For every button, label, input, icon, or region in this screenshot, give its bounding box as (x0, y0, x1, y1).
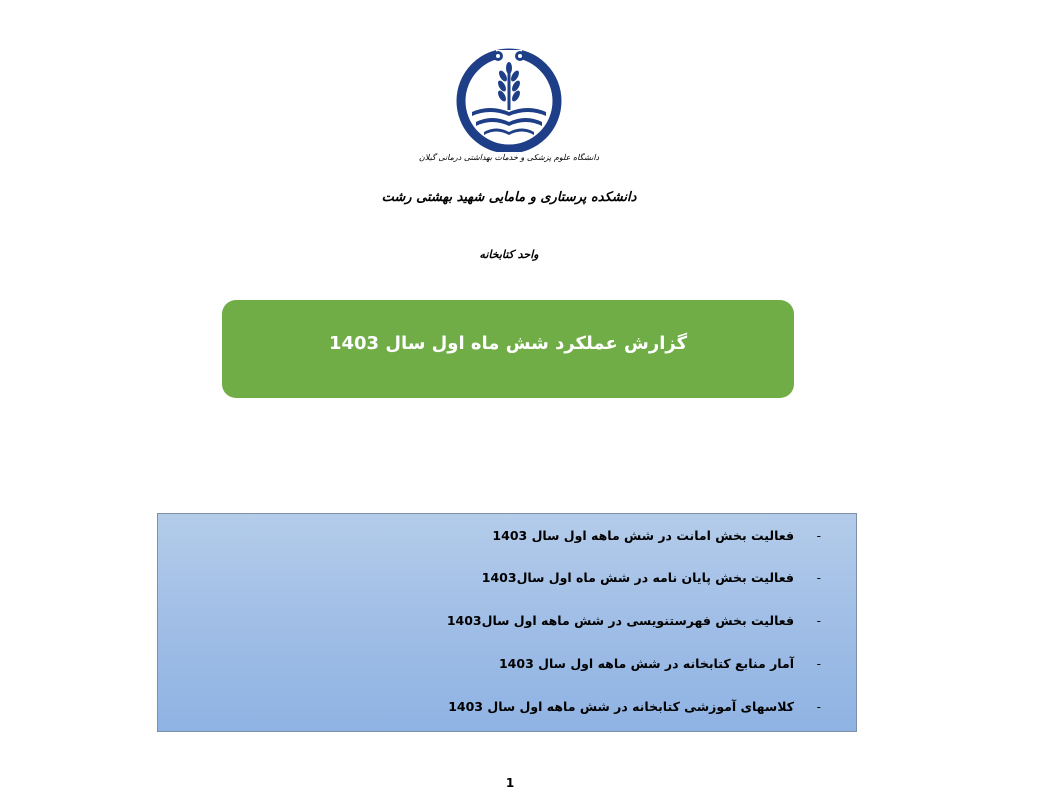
list-item: فعالیت بخش فهرستنویسی در شش ماهه اول سال1403 (446, 613, 794, 628)
list-item: آمار منابع کتابخانه در شش ماهه اول سال 1403 (498, 656, 794, 671)
faculty-name: دانشکده پرستاری و مامایی شهید بهشتی رشت (381, 190, 637, 205)
page-number: 1 (505, 776, 515, 790)
report-title: گزارش عملکرد شش ماه اول سال 1403 (328, 332, 688, 354)
list-item: فعالیت بخش پایان نامه در شش ماه اول سال1403 (481, 570, 794, 585)
list-bullet: - (816, 614, 821, 628)
list-bullet: - (816, 529, 821, 543)
list-bullet: - (816, 571, 821, 585)
university-logo (456, 46, 562, 152)
contents-list (157, 513, 857, 732)
list-bullet: - (816, 700, 821, 714)
list-item: کلاسهای آموزشی کتابخانه در شش ماهه اول سال 1403 (448, 699, 794, 714)
unit-name: واحد کتابخانه (479, 248, 539, 261)
university-name: دانشگاه علوم پزشکی و خدمات بهداشتی درمانی گیلان (418, 153, 600, 162)
report-title-banner (222, 300, 794, 398)
list-item: فعالیت بخش امانت در شش ماهه اول سال 1403 (492, 528, 794, 543)
logo-emblem-icon (456, 46, 562, 152)
list-bullet: - (816, 657, 821, 671)
